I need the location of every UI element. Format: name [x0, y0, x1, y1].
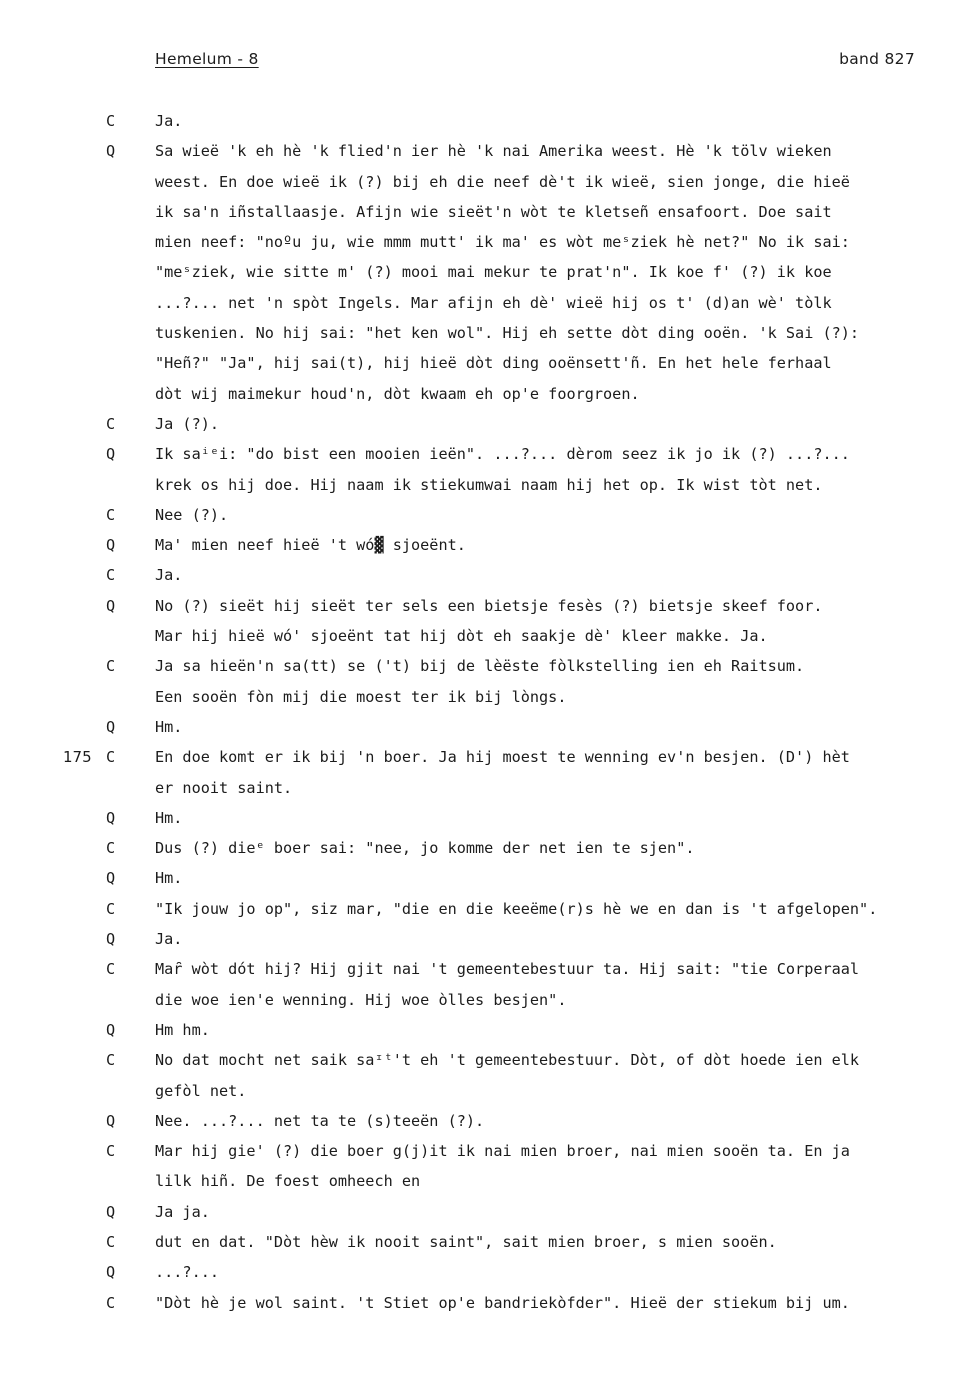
speaker-label: Q: [106, 808, 116, 827]
transcript-entry: [0, 803, 973, 833]
transcript-line: weest. En doe wieë ik (?) bij eh die neef dè't ik wieë, sien jonge, die hieë: [155, 172, 850, 191]
transcript-entry: [0, 409, 973, 439]
transcript-entry: [0, 651, 973, 712]
transcript-entry: [0, 591, 973, 652]
transcript-entry: [0, 833, 973, 863]
transcript-line: Hm.: [155, 717, 183, 736]
transcript-line: Ja.: [155, 930, 183, 949]
transcript-line: "Heñ?" "Ja", hij sai(t), hij hieë dòt ding ooënsett'ñ. En het hele ferhaal: [155, 354, 832, 373]
transcript-line: gefòl net.: [155, 1081, 247, 1100]
speaker-label: C: [106, 1293, 116, 1312]
margin-line-number: 175: [63, 748, 92, 767]
speaker-label: C: [106, 1142, 116, 1161]
transcript-entry: [0, 894, 973, 924]
transcript-line: No (?) sieët hij sieët ter sels een bietsje fesès (?) bietsje skeef foor.: [155, 596, 823, 615]
speaker-label: C: [106, 839, 116, 858]
transcript-line: Ja (?).: [155, 414, 220, 433]
speaker-label: Q: [106, 445, 116, 464]
speaker-label: Q: [106, 142, 116, 161]
transcript-line: dòt wij maimekur houd'n, dòt kwaam eh op'e foorgroen.: [155, 384, 640, 403]
transcript-line: Ja.: [155, 566, 183, 585]
transcript-line: ik sa'n iñstallaasje. Afijn wie sieët'n wòt te kletseñ ensafoort. Doe sait: [155, 202, 832, 221]
speaker-label: C: [106, 566, 116, 585]
speaker-label: C: [106, 748, 116, 767]
transcript-line: Nee (?).: [155, 505, 229, 524]
transcript-entry: [0, 1106, 973, 1136]
speaker-label: C: [106, 1051, 116, 1070]
transcript-line: "meˢziek, wie sitte m' (?) mooi mai mekur te prat'n". Ik koe f' (?) ik koe: [155, 263, 832, 282]
transcript-line: Hm hm.: [155, 1020, 210, 1039]
transcript-entry: [0, 106, 973, 136]
transcript-entry: [0, 1015, 973, 1045]
transcript-line: En doe komt er ik bij 'n boer. Ja hij moest te wenning ev'n besjen. (D') hèt: [155, 748, 850, 767]
speaker-label: C: [106, 414, 116, 433]
speaker-label: Q: [106, 1202, 116, 1221]
speaker-label: Q: [106, 1111, 116, 1130]
transcript-line: Sa wieë 'k eh hè 'k flied'n ier hè 'k nai Amerika weest. Hè 'k tölv wieken: [155, 142, 832, 161]
transcript-entry: [0, 1197, 973, 1227]
speaker-label: Q: [106, 1263, 116, 1282]
transcript-entry: [0, 1288, 973, 1318]
transcript-line: er nooit saint.: [155, 778, 293, 797]
speaker-label: C: [106, 960, 116, 979]
transcript-line: Een sooën fòn mij die moest ter ik bij lòngs.: [155, 687, 567, 706]
speaker-label: C: [106, 899, 116, 918]
transcript-line: Ma' mien neef hieë 't wó▓ sjoeënt.: [155, 536, 466, 555]
transcript-entry: [0, 136, 973, 409]
transcript-entry: [0, 560, 973, 590]
transcript-line: die woe ien'e wenning. Hij woe òlles besjen".: [155, 990, 567, 1009]
transcript-line: Nee. ...?... net ta te (s)teeën (?).: [155, 1111, 485, 1130]
transcript-line: "Ik jouw jo op", siz mar, "die en die keeëme(r)s hè we en dan is 't afgelopen".: [155, 899, 878, 918]
transcript-line: Ja sa hieën'n sa(tt) se ('t) bij de lèëste fòlkstelling ien eh Raitsum.: [155, 657, 805, 676]
transcript-line: Ja.: [155, 112, 183, 130]
transcript-line: krek os hij doe. Hij naam ik stiekumwai naam hij het op. Ik wist tòt net.: [155, 475, 823, 494]
transcript-entry: [0, 742, 973, 803]
transcript-line: Hm.: [155, 869, 183, 888]
transcript-line: ...?... net 'n spòt Ingels. Mar afijn eh dè' wieë hij os t' (d)an wè' tòlk: [155, 293, 832, 312]
transcript-line: lilk hiñ. De foest omheech en: [155, 1172, 421, 1191]
transcript-line: Maȓ wòt dót hij? Hij gjit nai 't gemeentebestuur ta. Hij sait: "tie Corperaal: [155, 960, 860, 979]
transcript-entry: [0, 712, 973, 742]
transcript-entry: [0, 863, 973, 893]
speaker-label: C: [106, 1232, 116, 1251]
transcript-line: "Dòt hè je wol saint. 't Stiet op'e bandriekòfder". Hieë der stiekum bij um.: [155, 1293, 850, 1312]
transcript-entry: [0, 1227, 973, 1257]
transcript-entry: [0, 530, 973, 560]
speaker-label: C: [106, 657, 116, 676]
transcript-line: dut en dat. "Dòt hèw ik nooit saint", sait mien broer, s mien sooën.: [155, 1232, 777, 1251]
speaker-label: Q: [106, 869, 116, 888]
transcript-entry: [0, 954, 973, 1015]
speaker-label: Q: [106, 1020, 116, 1039]
transcript-line: Mar hij gie' (?) die boer g(j)it ik nai mien broer, nai mien sooën ta. En ja: [155, 1142, 850, 1161]
transcript-line: Ja ja.: [155, 1202, 210, 1221]
speaker-label: Q: [106, 536, 116, 555]
speaker-label: C: [106, 112, 116, 130]
speaker-label: Q: [106, 596, 116, 615]
transcript-line: Mar hij hieë wó' sjoeënt tat hij dòt eh saakje dè' kleer makke. Ja.: [155, 627, 768, 646]
transcript-entry: [0, 1136, 973, 1197]
speaker-label: Q: [106, 717, 116, 736]
transcript-line: No dat mocht net saik saᶦᵗ't eh 't gemeentebestuur. Dòt, of dòt hoede ien elk: [155, 1051, 860, 1070]
transcript-line: Ik saⁱᵉi: "do bist een mooien ieën". ...?... dèrom seez ik jo ik (?) ...?...: [155, 445, 850, 464]
transcript-line: mien neef: "noºu ju, wie mmm mutt' ik ma' es wòt meˢziek hè net?" No ik sai:: [155, 233, 850, 252]
transcript-line: tuskenien. No hij sai: "het ken wol". Hij eh sette dòt ding ooën. 'k Sai (?):: [155, 324, 860, 343]
transcript-entry: [0, 1257, 973, 1287]
transcript-body: [0, 106, 973, 1318]
transcript-line: ...?...: [155, 1263, 220, 1282]
transcript-line: Hm.: [155, 808, 183, 827]
transcript-entry: [0, 1045, 973, 1106]
transcript-line: Dus (?) dieᵉ boer sai: "nee, jo komme der net ien te sjen".: [155, 839, 695, 858]
page-header-title: Hemelum - 8: [155, 50, 259, 68]
page-header-band-number: band 827: [839, 50, 915, 68]
transcript-entry: [0, 500, 973, 530]
speaker-label: Q: [106, 930, 116, 949]
transcript-entry: [0, 924, 973, 954]
transcript-entry: [0, 439, 973, 500]
speaker-label: C: [106, 505, 116, 524]
